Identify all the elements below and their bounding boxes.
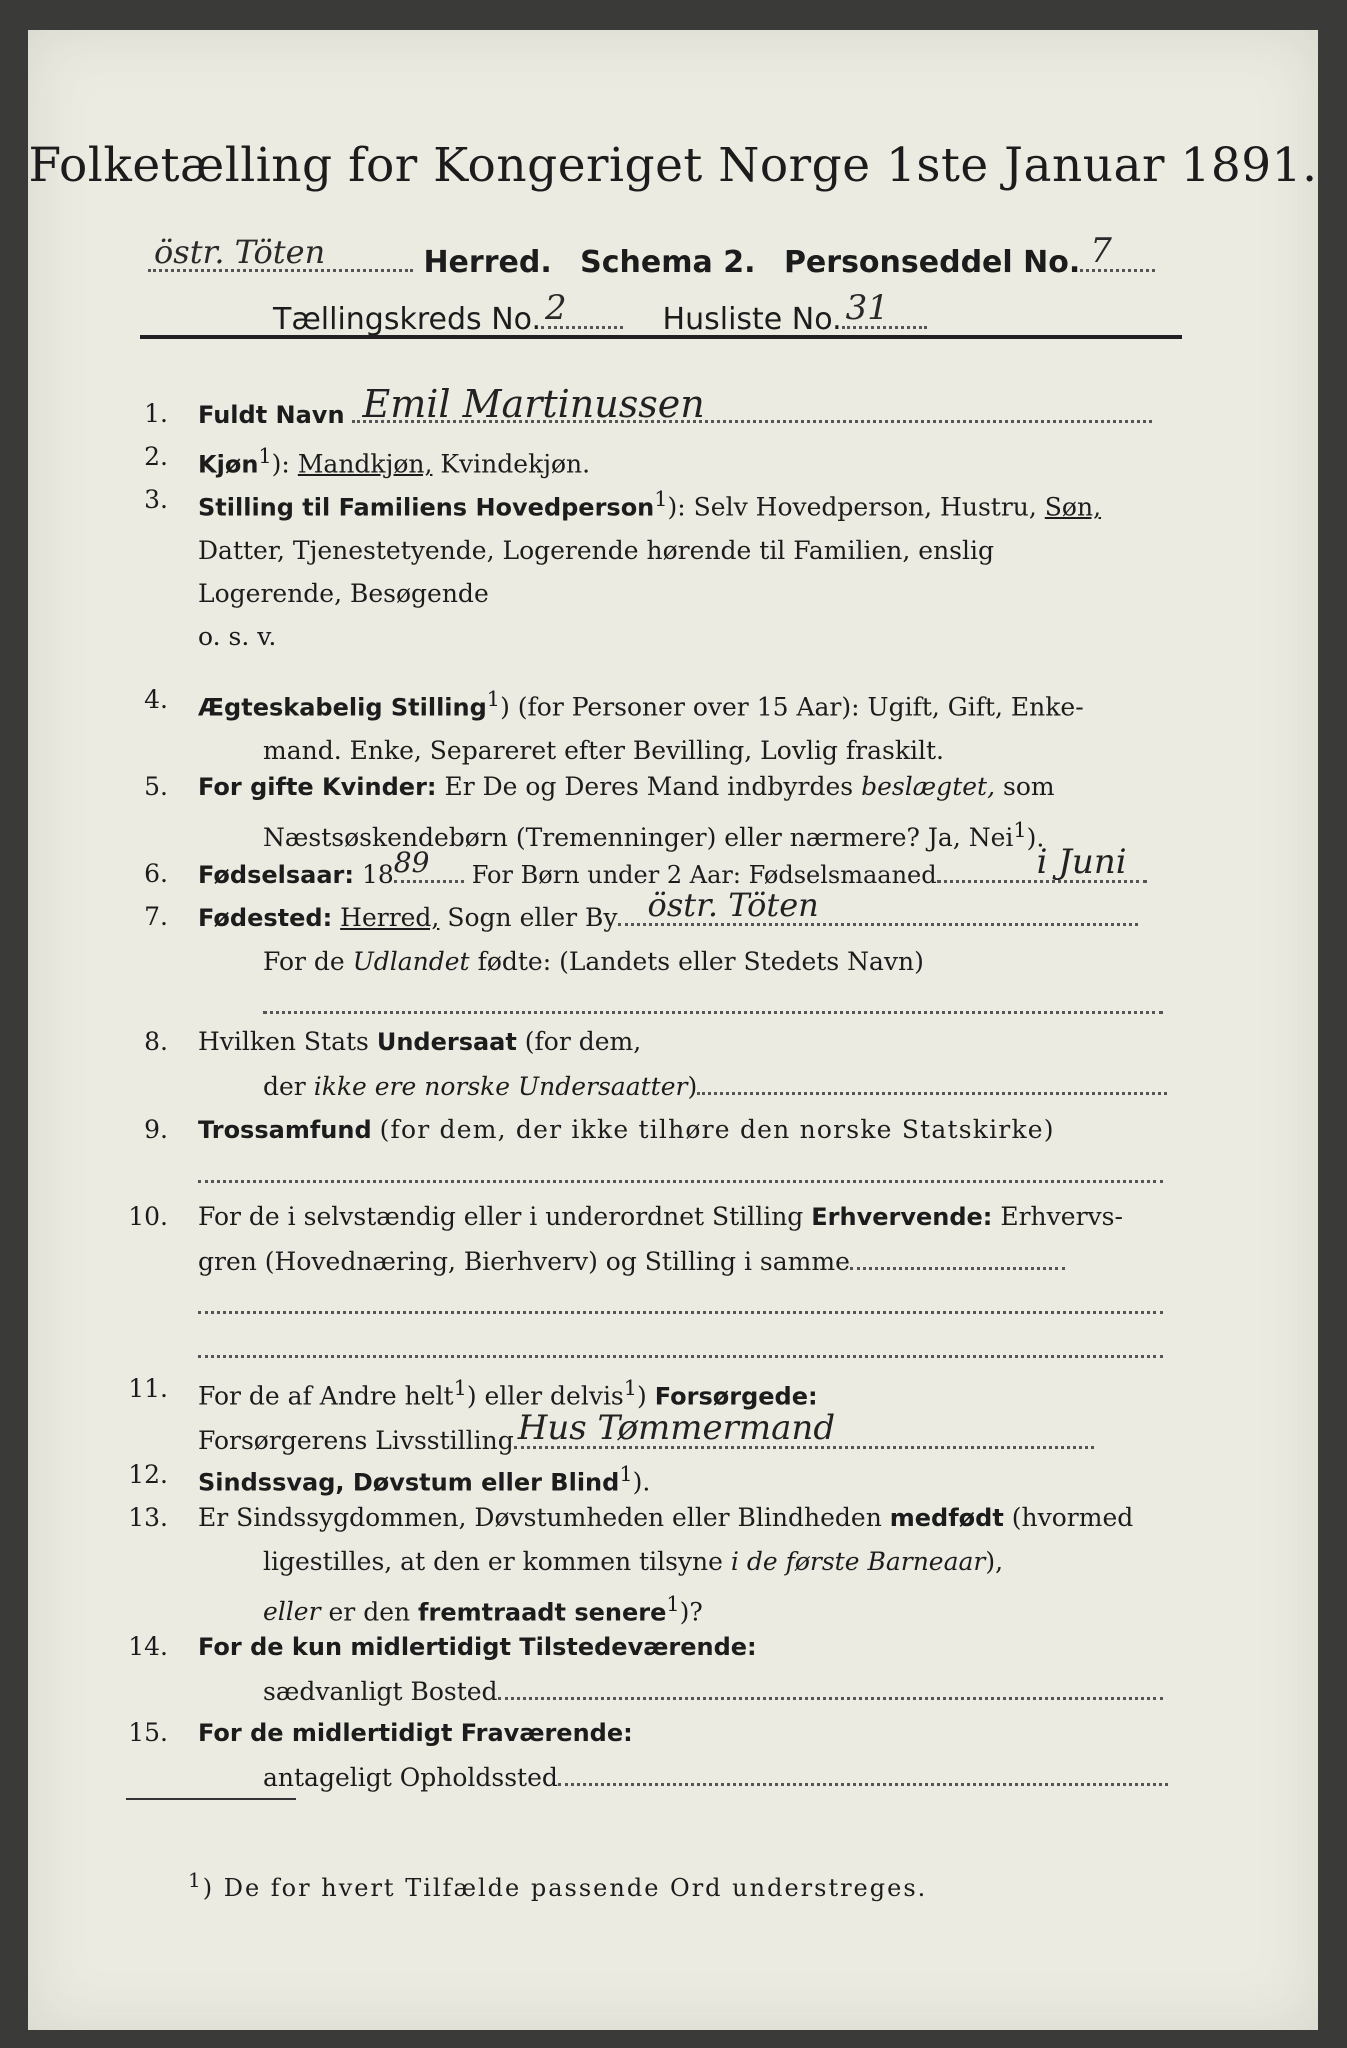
q10-field-3[interactable] bbox=[198, 1327, 1163, 1358]
q11-sup-1: 1 bbox=[453, 1376, 467, 1400]
q10-line1a: For de i selvstændig eller i underordnet Stilling bbox=[198, 1202, 804, 1231]
q14-field[interactable] bbox=[498, 1669, 1163, 1700]
footnote-divider bbox=[126, 1798, 296, 1800]
q6-label: Fødselsaar: bbox=[198, 861, 354, 889]
q14-number: 14. bbox=[128, 1632, 168, 1661]
q7-line2i: Udlandet bbox=[352, 947, 470, 976]
q3-line4: o. s. v. bbox=[198, 622, 277, 652]
q3-option-son[interactable]: Søn, bbox=[1044, 492, 1102, 522]
q4-number: 4. bbox=[144, 685, 168, 714]
q10-label: Erhvervende: bbox=[811, 1203, 993, 1231]
q4-line1: ) (for Personer over 15 Aar): Ugift, Gift, Enke- bbox=[500, 692, 1084, 722]
q10-line1b: Erhvervs- bbox=[1000, 1202, 1123, 1231]
q11-value: Hus Tømmermand bbox=[517, 1408, 836, 1449]
q13-line3a: er den bbox=[328, 1597, 411, 1627]
q3-number: 3. bbox=[144, 485, 168, 514]
q5-line1i: beslægtet, bbox=[861, 772, 996, 801]
q9-line1: (for dem, der ikke tilhøre den norske Statskirke) bbox=[379, 1115, 1055, 1144]
q11-line1a: For de af Andre helt bbox=[198, 1381, 454, 1411]
q7-number: 7. bbox=[144, 902, 168, 931]
q3-label: Stilling til Familiens Hovedperson bbox=[198, 493, 655, 522]
q7-rest: Sogn eller By bbox=[447, 903, 618, 932]
q5-number: 5. bbox=[144, 772, 168, 801]
q6-year-prefix: 18 bbox=[361, 860, 394, 889]
q10-field-1[interactable] bbox=[850, 1239, 1065, 1270]
q8-line1b: (for dem, bbox=[524, 1027, 642, 1056]
q2-label: Kjøn bbox=[198, 450, 259, 479]
q2-after: ): bbox=[271, 449, 290, 479]
q3-line2: Datter, Tjenestetyende, Logerende hørende til Familien, enslig bbox=[198, 536, 995, 566]
q4-label: Ægteskabelig Stilling bbox=[198, 693, 487, 722]
q15-number: 15. bbox=[128, 1718, 168, 1747]
q13-line3end: )? bbox=[679, 1597, 703, 1627]
q8-field[interactable] bbox=[697, 1064, 1167, 1095]
q13-label2: fremtraadt senere bbox=[418, 1598, 667, 1627]
q12-end: ). bbox=[632, 1467, 651, 1497]
q1-label: Fuldt Navn bbox=[198, 401, 345, 429]
q8-label: Undersaat bbox=[376, 1028, 517, 1056]
q6-month-value: i Juni bbox=[1036, 842, 1127, 882]
q13-line2i: i de første Barneaar bbox=[730, 1547, 986, 1576]
q11-line1b: ) eller delvis bbox=[466, 1381, 624, 1411]
q3-line3: Logerende, Besøgende bbox=[198, 579, 489, 609]
q11-field[interactable] bbox=[514, 1408, 1094, 1449]
q13-number: 13. bbox=[128, 1503, 168, 1532]
q8-line2a: der bbox=[263, 1072, 306, 1101]
q1-name-field[interactable] bbox=[352, 382, 1152, 426]
q5-line1b: som bbox=[1002, 772, 1055, 801]
q13-sup: 1 bbox=[666, 1592, 680, 1616]
q1-number: 1. bbox=[144, 399, 168, 428]
q7-label: Fødested: bbox=[198, 904, 333, 932]
q1-name-value: Emil Martinussen bbox=[362, 382, 705, 426]
q5-line2end: ). bbox=[1026, 823, 1045, 853]
q13-line1b: (hvormed bbox=[1011, 1503, 1134, 1532]
q12-number: 12. bbox=[128, 1460, 168, 1489]
q10-number: 10. bbox=[128, 1202, 168, 1231]
census-form-sheet: Folketælling for Kongeriget Norge 1ste Januar 1891. östr. Töten Herred. Schema 2. Personseddel No. 7 Tællingskreds No. 2 Husliste No. 31 1. Fuldt Navn Emil Martinussen 2. Kjøn$^1$): Mandkjøn, Kvindekjøn. 3. Stilling til Familiens Hovedperson$^1$): Selv Hovedperson, Hustru, Søn, Datter, Tjenestetyende, Logerende hørende til Familien, enslig Logerende, Besøgende o. s. v. 4. Ægteskabelig Stilling$^1$) (for Personer over 15 Aar): Ugift, Gift, Enke- mand. Enke, Separeret efter Bevilling, Lovlig fraskilt. 5. For gifte Kvinder: Er De og Deres Mand indbyrdes beslægtet, som Næstsøskendebørn (Tremenninger) eller nærmere? Ja, Nei$^1$). 6. Fødselsaar: 18 89 For Børn under 2 Aar: Fødselsmaaned i Juni 7. Fødested: Herred, Sogn eller By östr. Töten For de Udlandet fødte: (Landets eller Stedets Navn) 8. Hvilken Stats Undersaat (for dem, der ikke ere norske Undersaatter) 9. Trossamfund (for dem, der ikke tilhøre den norske Statskirke) 10. For de i selvstændig eller i underordnet Stilling Erhvervende: Erhvervs- gren (Hovednæring, Bierhverv) og Stilling i samme 11. For de af Andre helt$^1$) eller delvis$^1$) Forsørgede: Forsørgerens Livsstilling Hus Tømmermand 12. Sindssvag, Døvstum eller Blind$^1$). 13. Er Sindssygdommen, Døvstumheden eller Blindheden medfødt (hvormed ligestilles, at den er kommen tilsyne i de første Barneaar), eller er den fremtraadt senere$^1$)? 14. For de kun midlertidigt Tilstedeværende: sædvanligt Bosted 15. For de midlertidigt Fraværende: antageligt Opholdssted $^1$) De for hvert Tilfælde passende Ord understreges. bbox=[28, 30, 1318, 2030]
q8-line2i: ikke ere norske Undersaatter bbox=[313, 1072, 688, 1101]
q12-sup: 1 bbox=[619, 1462, 633, 1486]
q3-options: ): Selv Hovedperson, Hustru, bbox=[667, 492, 1037, 522]
q7-option-herred[interactable]: Herred, bbox=[340, 903, 440, 932]
husliste-field[interactable] bbox=[842, 288, 927, 329]
husliste-value: 31 bbox=[845, 288, 889, 328]
q11-sup-2: 1 bbox=[623, 1376, 638, 1400]
q6-label2: For Børn under 2 Aar: Fødselsmaaned bbox=[471, 861, 937, 889]
q13-line3i: eller bbox=[263, 1597, 321, 1627]
husliste-label: Husliste No. bbox=[662, 302, 842, 337]
kreds-label: Tællingskreds No. bbox=[273, 302, 541, 337]
q6-year-value: 89 bbox=[393, 846, 430, 879]
schema-label: Schema 2. bbox=[580, 245, 756, 280]
footnote-sup: 1 bbox=[188, 1868, 203, 1892]
personseddel-field[interactable] bbox=[1080, 231, 1155, 272]
q12-label: Sindssvag, Døvstum eller Blind bbox=[198, 1468, 620, 1497]
q4-sup: 1 bbox=[486, 687, 501, 711]
footnote-text: ) De for hvert Tilfælde passende Ord understreges. bbox=[202, 1874, 928, 1902]
q8-number: 8. bbox=[144, 1027, 168, 1056]
kreds-value: 2 bbox=[545, 288, 567, 328]
q13-line2b: ), bbox=[985, 1547, 1004, 1576]
form-title: Folketælling for Kongeriget Norge 1ste Januar 1891. bbox=[28, 138, 1318, 193]
q9-number: 9. bbox=[144, 1115, 168, 1144]
q5-label: For gifte Kvinder: bbox=[198, 773, 437, 801]
footnote bbox=[188, 1868, 927, 1902]
q14-label: For de kun midlertidigt Tilstedeværende: bbox=[198, 1633, 757, 1661]
q4-line2: mand. Enke, Separeret efter Bevilling, Lovlig fraskilt. bbox=[263, 736, 944, 766]
q7-line2b: fødte: (Landets eller Stedets Navn) bbox=[477, 947, 924, 976]
kreds-field[interactable] bbox=[541, 288, 623, 329]
q15-line2: antageligt Opholdssted bbox=[263, 1763, 558, 1792]
q7-birthplace-field[interactable] bbox=[618, 886, 1138, 926]
q5-line2: Næstsøskendebørn (Tremenninger) eller nærmere? Ja, Nei bbox=[263, 823, 1014, 853]
herred-value: östr. Töten bbox=[154, 233, 326, 271]
q6-year-field[interactable] bbox=[393, 846, 464, 883]
q11-label: Forsørgede: bbox=[654, 1382, 818, 1411]
q13-line1a: Er Sindssygdommen, Døvstumheden eller Blindheden bbox=[198, 1503, 882, 1532]
q14-line2: sædvanligt Bosted bbox=[263, 1677, 498, 1706]
q7-foreign-field[interactable] bbox=[263, 983, 1163, 1014]
q15-label: For de midlertidigt Fraværende: bbox=[198, 1719, 633, 1747]
herred-label: Herred. bbox=[423, 245, 552, 280]
q6-number: 6. bbox=[144, 859, 168, 888]
q13-line2a: ligestilles, at den er kommen tilsyne bbox=[263, 1547, 723, 1576]
herred-field[interactable] bbox=[148, 235, 413, 272]
q7-birthplace-value: östr. Töten bbox=[647, 886, 819, 924]
q10-line2: gren (Hovednæring, Bierhverv) og Stilling i samme bbox=[198, 1247, 850, 1276]
q15-field[interactable] bbox=[558, 1755, 1168, 1786]
header-divider bbox=[140, 335, 1182, 339]
q9-label: Trossamfund bbox=[198, 1116, 372, 1144]
q2-option-mandkjon[interactable]: Mandkjøn, bbox=[297, 449, 433, 479]
q13-label: medfødt bbox=[889, 1504, 1004, 1532]
herred-row bbox=[148, 231, 1155, 280]
personseddel-value: 7 bbox=[1090, 231, 1112, 271]
q2-number: 2. bbox=[144, 442, 168, 471]
q2-option-kvindekjon[interactable]: Kvindekjøn. bbox=[440, 449, 591, 479]
q6-month-field[interactable] bbox=[937, 842, 1147, 883]
q11-number: 11. bbox=[128, 1374, 168, 1403]
q8-line1a: Hvilken Stats bbox=[198, 1027, 369, 1056]
q5-line1a: Er De og Deres Mand indbyrdes bbox=[444, 772, 854, 801]
q9-field[interactable] bbox=[198, 1152, 1163, 1183]
q2-sup: 1 bbox=[258, 444, 272, 468]
kreds-row bbox=[273, 288, 927, 337]
q5-sup: 1 bbox=[1013, 818, 1027, 842]
q11-line2: Forsørgerens Livsstilling bbox=[198, 1426, 514, 1456]
q10-field-2[interactable] bbox=[198, 1283, 1163, 1314]
q7-line2a: For de bbox=[263, 947, 345, 976]
q3-sup: 1 bbox=[654, 487, 668, 511]
personseddel-label: Personseddel No. bbox=[783, 245, 1081, 280]
